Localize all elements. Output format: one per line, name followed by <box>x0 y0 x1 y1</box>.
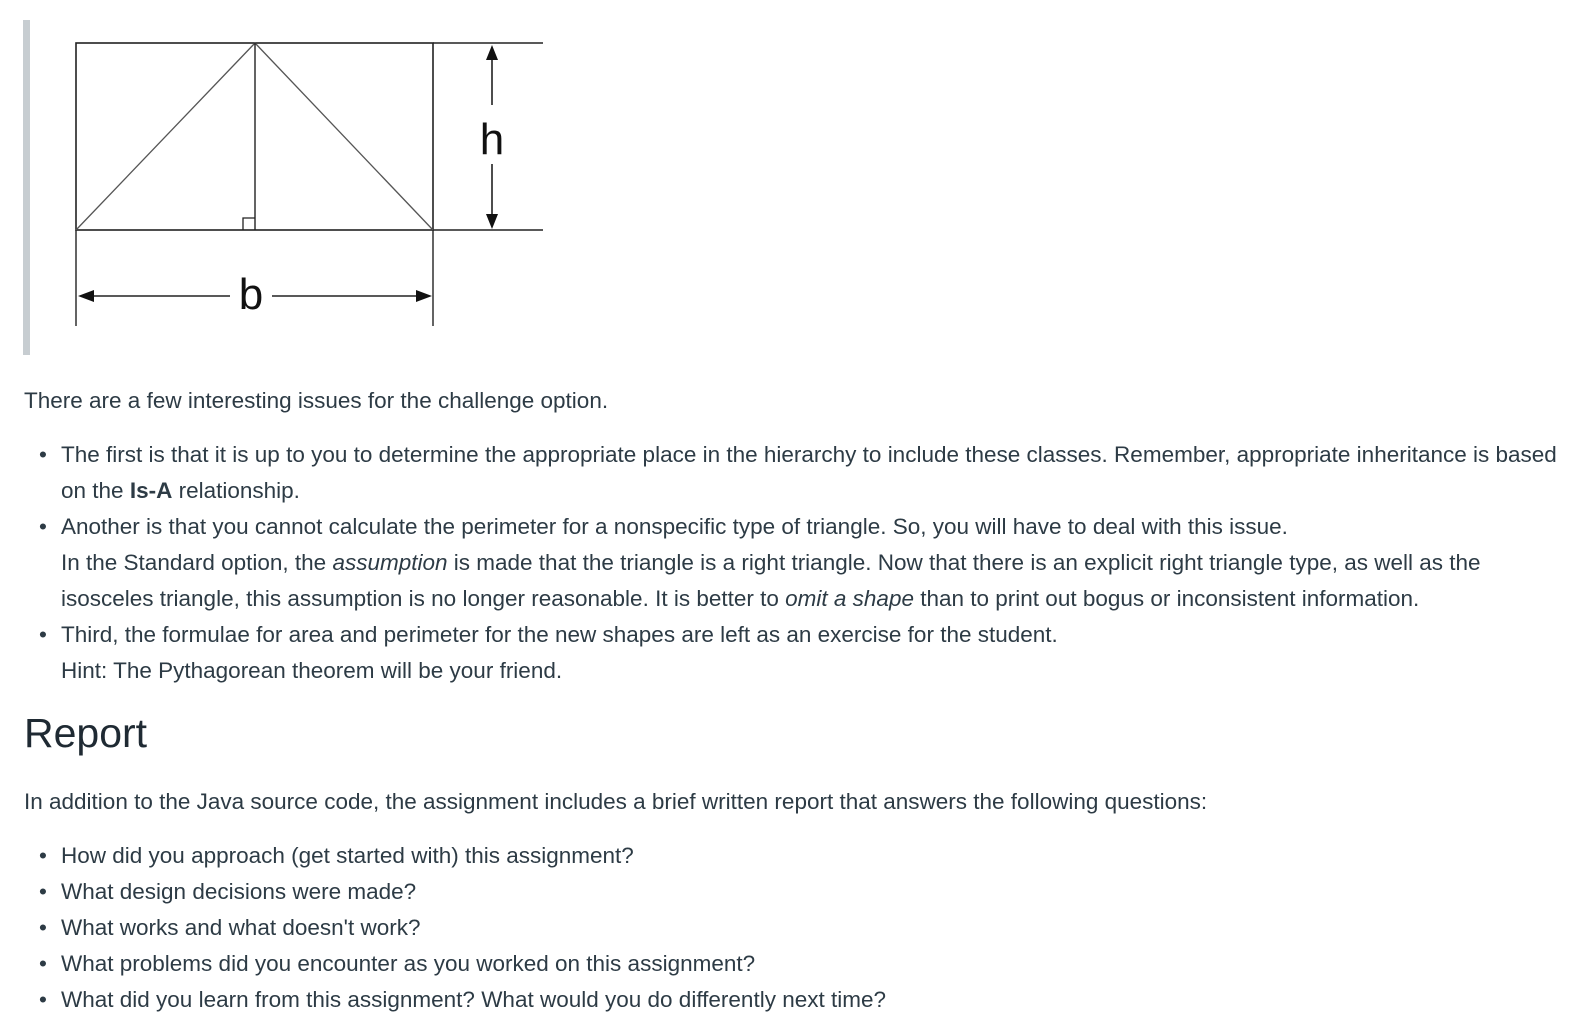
assignment-content <box>24 383 1569 1018</box>
base-label: b <box>238 270 264 319</box>
height-arrow-down-icon <box>486 214 498 229</box>
list-item: • What problems did you encounter as you worked on this assignment? <box>61 946 1569 982</box>
list-item: • Another is that you cannot calculate the perimeter for a nonspecific type of triangle. So, you will have to deal with this issue. In the Standard option, the assumption is made that the triangle is a right triangle. Now that there is an explicit right triangle type, as well as the isosceles triangle, this assumption is no longer reasonable. It is better to omit a shape than to print out bogus or inconsistent information. <box>61 509 1569 617</box>
blockquote-bar <box>23 20 30 355</box>
list-item: • The first is that it is up to you to determine the appropriate place in the hierarchy to include these classes. Remember, appropriate inheritance is based on the Is-A relationship. <box>61 437 1569 509</box>
challenge-intro: There are a few interesting issues for the challenge option. <box>24 388 609 413</box>
base-arrow-right-icon <box>416 290 432 302</box>
height-label: h <box>479 115 505 164</box>
triangle-left-side <box>76 43 255 230</box>
list-item: • How did you approach (get started with) this assignment? <box>61 838 1569 874</box>
height-arrow-up-icon <box>486 45 498 60</box>
base-arrow-left-icon <box>78 290 94 302</box>
report-intro: In addition to the Java source code, the assignment includes a brief written report that answers the following questions: <box>24 789 1208 814</box>
issues-list <box>24 437 1569 689</box>
list-item: • What did you learn from this assignment? What would you do differently next time? <box>61 982 1569 1018</box>
list-item: • Third, the formulae for area and perimeter for the new shapes are left as an exercise for the student. Hint: The Pythagorean theorem will be your friend. <box>61 617 1569 689</box>
list-item: • What design decisions were made? <box>61 874 1569 910</box>
report-questions-list <box>24 838 1569 1018</box>
triangle-diagram <box>60 28 560 338</box>
report-heading: Report <box>24 710 148 756</box>
list-item: • What works and what doesn't work? <box>61 910 1569 946</box>
right-angle-marker <box>243 218 255 230</box>
triangle-right-side <box>255 43 433 230</box>
